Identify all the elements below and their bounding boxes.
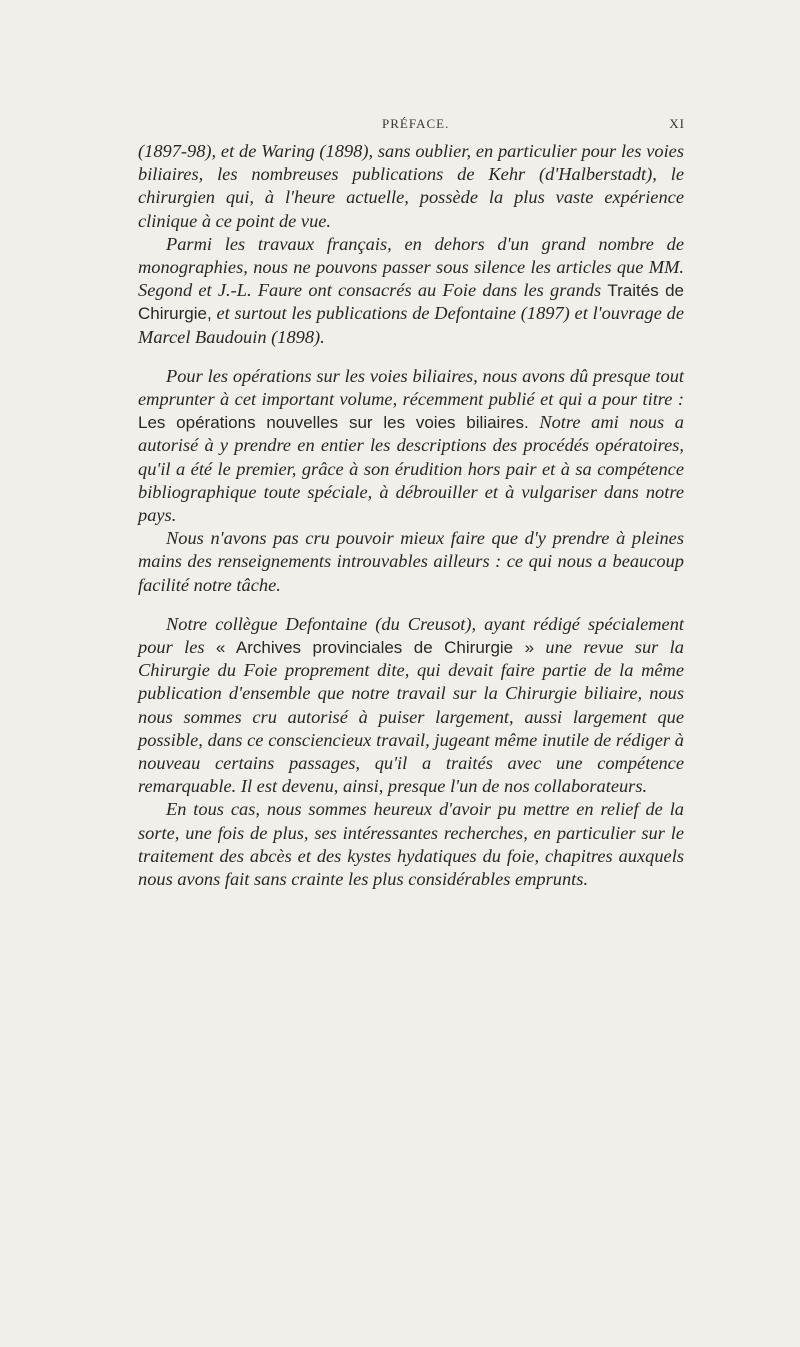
page-number: XI [669, 116, 685, 131]
paragraph [138, 365, 684, 527]
italic-text-run: Notre collègue Defontaine (du Creusot), ayant rédigé spécialement pour les [138, 613, 684, 658]
italic-text-run: En tous cas, nous sommes heureux d'avoir pu mettre en relief de la sorte, une fois de plus, ses intéressantes recherches, en particulier sur le traitement des abcès et des kystes hydatiques du foie, chapitres auxquels nous avons fait sans crainte les plus considérables emprunts. [138, 799, 684, 890]
italic-text-run: Parmi les travaux français, en dehors d'un grand nombre de monographies, nous ne pouvons passer sous silence les articles que MM. Segond et J.-L. Faure ont consacrés au Foie dans les grands [138, 233, 684, 301]
italic-text-run: Pour les opérations sur les voies biliaires, nous avons dû presque tout emprunter à cet important volume, récemment publié et qui a pour titre : [138, 365, 684, 410]
italic-text-run: Notre ami nous a autorisé à y prendre en entier les descriptions des procédés opératoires, qu'il a été le premier, grâce à son érudition hors pair et à sa compétence bibliographique toute spéciale, à débrouiller et à vulgariser dans notre pays. [138, 412, 685, 526]
upright-text-run: Les opérations nouvelles sur les voies biliaires. [138, 413, 529, 433]
italic-text-run: et surtout les publications de Defontaine (1897) et l'ouvrage de Marcel Baudouin (1898). [138, 303, 684, 347]
header-title: PRÉFACE. [382, 116, 450, 131]
italic-text-run: (1897-98), et de Waring (1898), sans oublier, en particulier pour les voies biliaires, les nombreuses publications de Kehr (d'Halberstadt), le chirurgien qui, à l'heure actuelle, possède la plus vaste expérience clinique à ce point de vue. [138, 141, 684, 231]
upright-text-run: « Archives provinciales de Chirurgie » [215, 638, 535, 658]
paragraph [138, 140, 684, 233]
italic-text-run: une revue sur la Chirurgie du Foie proprement dite, qui devait faire partie de la même publication d'ensemble que notre travail sur la Chirurgie biliaire, nous nous sommes cru autorisé à puiser largement, aussi largement que possible, dans ce consciencieux travail, jugeant même inutile de rédiger à nouveau certains passages, qu'il a traités avec une compétence remarquable. Il est devenu, ainsi, presque l'un de nos collaborateurs. [138, 637, 684, 797]
paragraph [138, 798, 684, 891]
upright-text-run: Traités de Chirurgie, [138, 281, 684, 324]
running-header [150, 116, 685, 136]
paragraph [138, 613, 684, 799]
paragraph [138, 233, 684, 349]
paragraph [138, 527, 684, 597]
body-text [138, 140, 684, 891]
italic-text-run: Nous n'avons pas cru pouvoir mieux faire que d'y prendre à pleines mains des renseignements introuvables ailleurs : ce qui nous a beaucoup facilité notre tâche. [138, 528, 684, 595]
